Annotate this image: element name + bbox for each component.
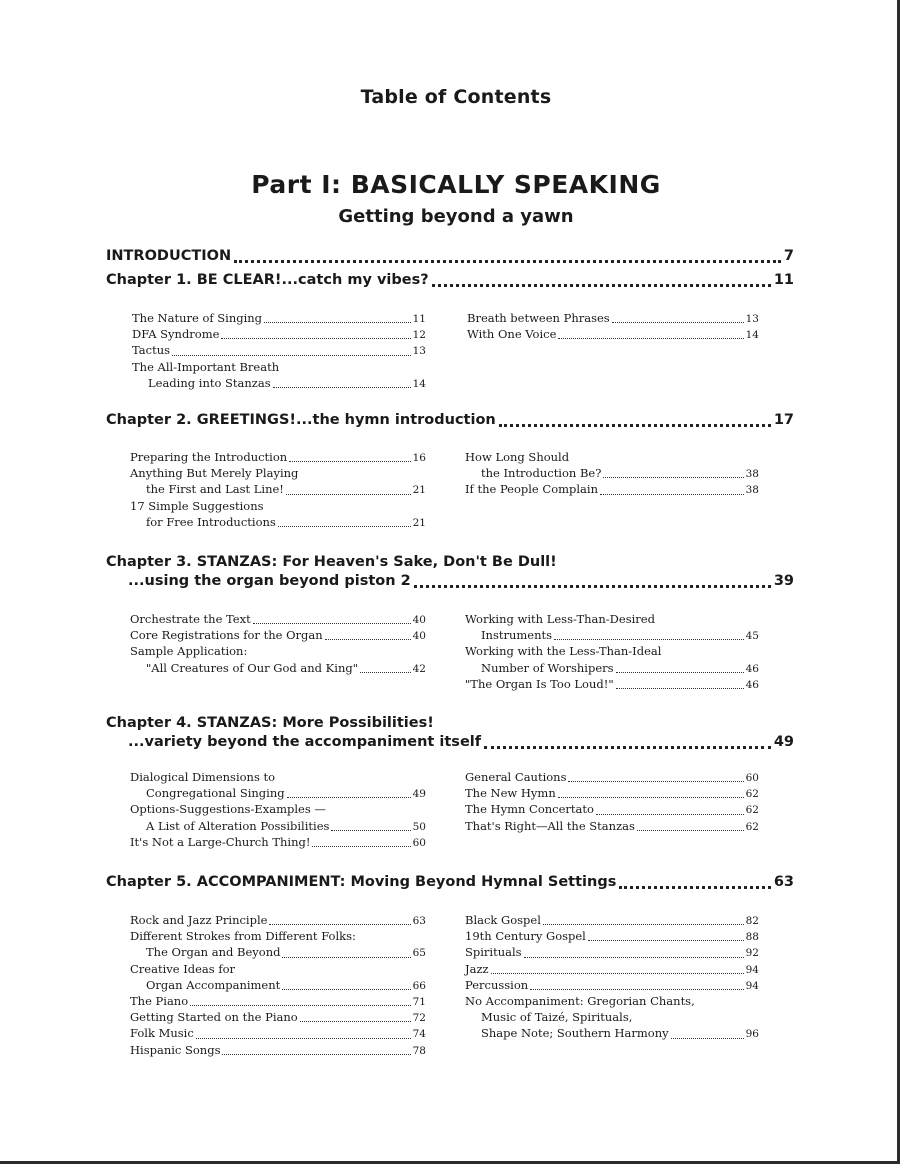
dot-leader (289, 461, 410, 462)
dot-leader (596, 814, 744, 815)
dot-leader (588, 940, 744, 941)
heading-page: 39 (773, 573, 794, 589)
entry-text: Working with Less-Than-Desired (465, 612, 655, 626)
heading-page: 49 (773, 734, 794, 750)
dot-leader (432, 284, 771, 287)
entry-page: 62 (745, 820, 759, 833)
toc-heading-introduction[interactable] (106, 248, 794, 268)
toc-heading-chapter-1[interactable] (106, 272, 794, 292)
entry-page: 14 (412, 377, 426, 390)
entry-text: General Cautions (465, 770, 567, 784)
entry-text: "The Organ Is Too Loud!" (465, 676, 614, 691)
dot-leader (484, 746, 771, 749)
entry-text: the First and Last Line! (146, 482, 284, 497)
entry-page: 38 (745, 484, 759, 497)
entry-text: The Nature of Singing (132, 311, 263, 325)
entry-text: Music of Taizé, Spirituals, (481, 1010, 633, 1025)
dot-leader (269, 924, 410, 925)
dot-leader (282, 957, 410, 958)
dot-leader (221, 338, 410, 339)
entry-page: 21 (412, 516, 426, 529)
entry-text: Number of Worshipers (481, 660, 614, 675)
entry-page: 74 (412, 1028, 426, 1041)
dot-leader (312, 846, 410, 847)
dot-leader (172, 355, 411, 356)
dot-leader (603, 477, 743, 478)
entry-text: Creative Ideas for (130, 961, 236, 976)
toc-entry[interactable] (130, 769, 426, 785)
toc-entry[interactable] (130, 801, 426, 817)
toc-entry[interactable] (465, 676, 759, 692)
entry-text: 19th Century Gospel (465, 929, 586, 944)
toc-entry[interactable] (465, 961, 759, 977)
entry-page: 65 (412, 947, 426, 960)
toc-entry[interactable] (130, 993, 426, 1009)
entry-text: Percussion (465, 977, 529, 992)
dot-leader (278, 526, 411, 527)
entry-page: 60 (745, 772, 759, 784)
entry-text: If the People Complain (465, 482, 599, 497)
entry-text: Black Gospel (465, 913, 541, 927)
entry-page: 42 (412, 662, 426, 675)
dot-leader (300, 1021, 411, 1022)
toc-entry[interactable] (465, 912, 759, 928)
entry-text: The Piano (130, 993, 189, 1008)
entry-text: Working with the Less-Than-Ideal (465, 644, 662, 659)
entry-text: That's Right—All the Stanzas (465, 818, 635, 833)
entry-page: 88 (745, 931, 759, 944)
dot-leader (600, 494, 744, 495)
entry-text: Congregational Singing (146, 786, 285, 801)
entry-text: Anything But Merely Playing (130, 466, 299, 481)
entry-text: Getting Started on the Piano (130, 1010, 298, 1025)
toc-entry[interactable] (130, 611, 426, 627)
toc-entry[interactable] (465, 627, 759, 643)
entry-text: Different Strokes from Different Folks: (130, 929, 356, 944)
heading-page: 11 (773, 272, 794, 288)
chapter-5-right-column (465, 912, 759, 1042)
toc-entry[interactable] (130, 818, 426, 834)
toc-entry[interactable] (130, 912, 426, 928)
entry-page: 66 (412, 979, 426, 992)
dot-leader (325, 639, 411, 640)
entry-text: The Organ and Beyond (146, 945, 281, 960)
entry-page: 63 (412, 915, 426, 927)
toc-entry[interactable] (130, 449, 426, 465)
toc-heading-chapter-5[interactable] (106, 874, 794, 894)
toc-entry[interactable] (130, 481, 426, 497)
toc-entry[interactable] (465, 660, 759, 676)
toc-entry[interactable] (467, 326, 759, 342)
entry-text: the Introduction Be? (481, 466, 602, 481)
toc-entry[interactable] (130, 944, 426, 960)
dot-leader (524, 957, 744, 958)
entry-text: Options-Suggestions-Examples — (130, 802, 326, 817)
entry-text: DFA Syndrome (132, 327, 220, 342)
entry-text: Orchestrate the Text (130, 612, 251, 626)
dot-leader (234, 260, 781, 263)
toc-entry[interactable] (130, 928, 426, 944)
chapter-2-left-column (130, 449, 426, 530)
entry-text: Shape Note; Southern Harmony (481, 1026, 669, 1041)
toc-entry[interactable] (130, 1025, 426, 1041)
entry-page: 46 (745, 678, 759, 691)
dot-leader (637, 830, 744, 831)
heading-page: 63 (773, 874, 794, 890)
entry-text: It's Not a Large-Church Thing! (130, 834, 311, 849)
toc-entry[interactable] (465, 481, 759, 497)
entry-page: 94 (745, 963, 759, 976)
entry-page: 14 (745, 329, 759, 342)
toc-entry[interactable] (132, 310, 426, 326)
toc-entry[interactable] (465, 449, 759, 465)
entry-text: Hispanic Songs (130, 1042, 221, 1057)
dot-leader (616, 688, 744, 689)
entry-text: Leading into Stanzas (148, 375, 271, 390)
toc-entry[interactable] (130, 1042, 426, 1058)
chapter-2-right-column (465, 449, 759, 498)
toc-entry[interactable] (465, 818, 759, 834)
dot-leader (530, 989, 743, 990)
toc-entry[interactable] (130, 977, 426, 993)
chapter-1-left-column (132, 310, 426, 391)
dot-leader (619, 886, 770, 889)
toc-entry[interactable] (130, 834, 426, 850)
entry-page: 82 (745, 915, 759, 927)
entry-page: 11 (412, 313, 426, 325)
dot-leader (558, 797, 744, 798)
chapter-3-left-column (130, 611, 426, 676)
entry-text: How Long Should (465, 450, 570, 464)
entry-page: 62 (745, 788, 759, 801)
toc-heading-chapter-4[interactable] (106, 734, 794, 754)
toc-heading-chapter-3-line1[interactable]: Chapter 3. STANZAS: For Heaven's Sake, Don't Be Dull! (106, 554, 557, 570)
toc-heading-chapter-2[interactable] (106, 412, 794, 432)
entry-page: 94 (745, 979, 759, 992)
entry-page: 13 (745, 313, 759, 325)
entry-page: 38 (745, 468, 759, 481)
chapter-4-left-column (130, 769, 426, 850)
toc-entry[interactable] (465, 993, 759, 1009)
toc-entry[interactable] (130, 785, 426, 801)
entry-text: Breath between Phrases (467, 311, 610, 325)
entry-page: 40 (412, 614, 426, 626)
dot-leader (286, 494, 411, 495)
toc-entry[interactable] (130, 514, 426, 530)
entry-page: 60 (412, 836, 426, 849)
toc-entry[interactable] (130, 498, 426, 514)
entry-page: 49 (412, 788, 426, 801)
heading-page: 7 (783, 248, 794, 264)
entry-page: 45 (745, 630, 759, 643)
entry-page: 96 (745, 1028, 759, 1041)
dot-leader (273, 387, 411, 388)
entry-page: 72 (412, 1012, 426, 1025)
entry-text: Jazz (465, 961, 489, 976)
page-title: Table of Contents (360, 86, 552, 108)
entry-page: 46 (745, 662, 759, 675)
entry-text: Rock and Jazz Principle (130, 913, 268, 927)
entry-text: With One Voice (467, 327, 557, 342)
toc-entry[interactable] (465, 944, 759, 960)
entry-page: 16 (412, 452, 426, 464)
entry-text: Folk Music (130, 1026, 194, 1041)
entry-text: Dialogical Dimensions to (130, 770, 276, 784)
toc-entry[interactable] (132, 359, 426, 375)
entry-page: 50 (412, 820, 426, 833)
dot-leader (264, 322, 411, 323)
toc-entry[interactable] (132, 326, 426, 342)
entry-page: 78 (412, 1044, 426, 1057)
entry-page: 71 (412, 995, 426, 1008)
dot-leader (414, 585, 771, 588)
heading-label: Chapter 1. BE CLEAR!...catch my vibes? (106, 272, 429, 288)
toc-entry[interactable] (130, 465, 426, 481)
dot-leader (543, 924, 744, 925)
toc-entry[interactable] (465, 928, 759, 944)
toc-entry[interactable] (465, 643, 759, 659)
entry-text: The All-Important Breath (132, 359, 280, 374)
entry-page: 40 (412, 630, 426, 643)
entry-text: "All Creatures of Our God and King" (146, 660, 359, 675)
entry-page: 13 (412, 345, 426, 358)
toc-entry[interactable] (465, 465, 759, 481)
entry-text: Spirituals (465, 945, 522, 960)
entry-text: The New Hymn (465, 786, 556, 801)
heading-page: 17 (773, 412, 794, 428)
part-subtitle: Getting beyond a yawn (338, 206, 574, 227)
toc-entry[interactable] (132, 375, 426, 391)
entry-page: 21 (412, 484, 426, 497)
chapter-4-right-column (465, 769, 759, 834)
heading-label: Chapter 2. GREETINGS!...the hymn introduction (106, 412, 496, 428)
toc-entry[interactable] (130, 1009, 426, 1025)
heading-label: INTRODUCTION (106, 248, 232, 264)
heading-label: ...using the organ beyond piston 2 (128, 573, 411, 589)
dot-leader (190, 1005, 410, 1006)
entry-text: for Free Introductions (146, 514, 276, 529)
dot-leader (568, 781, 743, 782)
heading-label: ...variety beyond the accompaniment itself (128, 734, 482, 750)
entry-text: The Hymn Concertato (465, 802, 594, 817)
dot-leader (253, 623, 411, 624)
entry-text: No Accompaniment: Gregorian Chants, (465, 993, 695, 1008)
toc-entry[interactable] (465, 769, 759, 785)
toc-entry[interactable] (465, 801, 759, 817)
toc-heading-chapter-3[interactable] (106, 573, 794, 593)
dot-leader (499, 424, 771, 427)
entry-page: 12 (412, 329, 426, 342)
toc-entry[interactable] (465, 977, 759, 993)
dot-leader (196, 1038, 411, 1039)
dot-leader (222, 1054, 410, 1055)
toc-entry[interactable] (130, 961, 426, 977)
entry-text: Sample Application: (130, 644, 248, 659)
dot-leader (612, 322, 744, 323)
entry-page: 92 (745, 947, 759, 960)
entry-text: 17 Simple Suggestions (130, 498, 264, 513)
dot-leader (616, 672, 744, 673)
dot-leader (331, 830, 410, 831)
toc-entry[interactable] (130, 660, 426, 676)
dot-leader (287, 797, 411, 798)
toc-entry[interactable] (465, 1025, 759, 1041)
entry-text: A List of Alteration Possibilities (146, 818, 330, 833)
toc-entry[interactable] (465, 1009, 759, 1025)
dot-leader (558, 338, 743, 339)
dot-leader (671, 1038, 744, 1039)
toc-entry[interactable] (132, 342, 426, 358)
part-title: Part I: BASICALLY SPEAKING (251, 170, 661, 199)
entry-text: Instruments (481, 628, 553, 643)
heading-label: Chapter 5. ACCOMPANIMENT: Moving Beyond Hymnal Settings (106, 874, 617, 890)
toc-heading-chapter-4-line1[interactable]: Chapter 4. STANZAS: More Possibilities! (106, 715, 434, 731)
entry-text: Preparing the Introduction (130, 450, 288, 464)
chapter-5-left-column (130, 912, 426, 1058)
toc-entry[interactable] (130, 643, 426, 659)
chapter-1-right-column (467, 310, 759, 342)
toc-entry[interactable] (130, 627, 426, 643)
toc-entry[interactable] (465, 785, 759, 801)
dot-leader (360, 672, 411, 673)
dot-leader (554, 639, 744, 640)
entry-text: Core Registrations for the Organ (130, 628, 323, 643)
dot-leader (282, 989, 410, 990)
toc-entry[interactable] (467, 310, 759, 326)
entry-text: Tactus (132, 343, 171, 358)
chapter-3-right-column (465, 611, 759, 692)
dot-leader (491, 973, 744, 974)
entry-text: Organ Accompaniment (146, 977, 281, 992)
toc-entry[interactable] (465, 611, 759, 627)
entry-page: 62 (745, 804, 759, 817)
